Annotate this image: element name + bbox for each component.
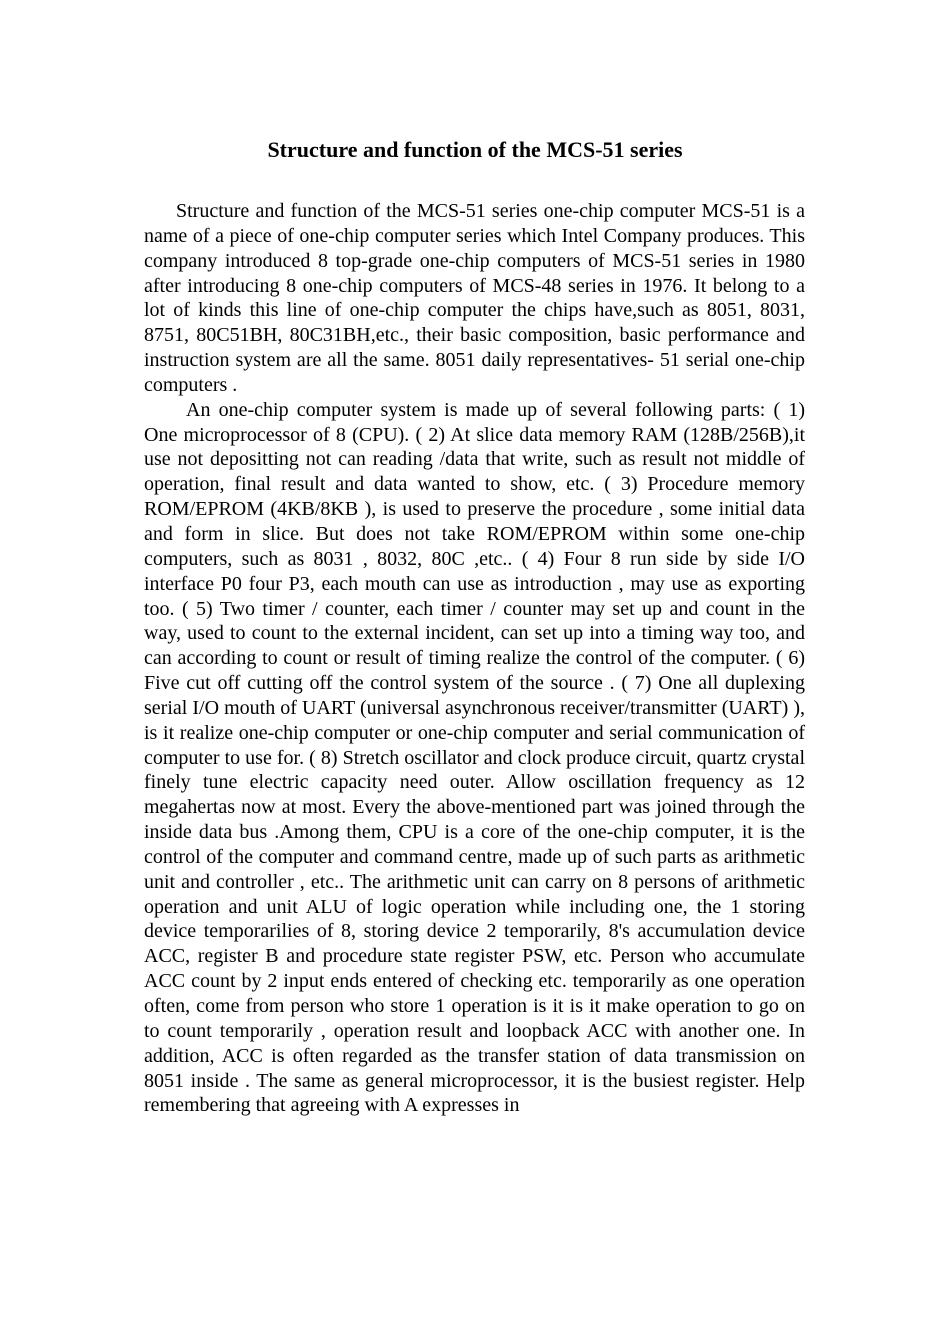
- paragraph-system-parts: An one-chip computer system is made up of several following parts: ( 1) One microprocessor of 8 (CPU). ( 2) At slice data memory RAM (128B/256B),it use not depositting not can reading /data that write, such as result not middle of operation, final result and data wanted to show, etc. ( 3) Procedure memory ROM/EPROM (4KB/8KB ), is used to preserve the procedure , some initial data and form in slice. But does not take ROM/EPROM within some one-chip computers, such as 8031 , 8032, 80C ,etc.. ( 4) Four 8 run side by side I/O interface P0 four P3, each mouth can use as introduction , may use as exporting too. ( 5) Two timer / counter, each timer / counter may set up and count in the way, used to count to the external incident, can set up into a timing way too, and can according to count or result of timing realize the control of the computer. ( 6) Five cut off cutting off the control system of the source . ( 7) One all duplexing serial I/O mouth of UART (universal asynchronous receiver/transmitter (UART) ), is it realize one-chip computer or one-chip computer and serial communication of computer to use for. ( 8) Stretch oscillator and clock produce circuit, quartz crystal finely tune electric capacity need outer. Allow oscillation frequency as 12 megahertas now at most. Every the above-mentioned part was joined through the inside data bus .Among them, CPU is a core of the one-chip computer, it is the control of the computer and command centre, made up of such parts as arithmetic unit and controller , etc.. The arithmetic unit can carry on 8 persons of arithmetic operation and unit ALU of logic operation while including one, the 1 storing device temporarilies of 8, storing device 2 temporarily, 8's accumulation device ACC, register B and procedure state register PSW, etc. Person who accumulate ACC count by 2 input ends entered of checking etc. temporarily as one operation often, come from person who store 1 operation is it is it make operation to go on to count temporarily , operation result and loopback ACC with another one. In addition, ACC is often regarded as the transfer station of data transmission on 8051 inside . The same as general microprocessor, it is the busiest register. Help remembering that agreeing with A expresses in: [144, 398, 805, 1117]
- document-title: Structure and function of the MCS-51 series: [267, 137, 683, 162]
- document-body: [144, 199, 805, 1118]
- paragraph-mcs51-overview: Structure and function of the MCS-51 series one-chip computer MCS-51 is a name of a piece of one-chip computer series which Intel Company produces. This company introduced 8 top-grade one-chip computers of MCS-51 series in 1980 after introducing 8 one-chip computers of MCS-48 series in 1976. It belong to a lot of kinds this line of one-chip computer the chips have,such as 8051, 8031, 8751, 80C51BH, 80C31BH,etc., their basic composition, basic performance and instruction system are all the same. 8051 daily representatives- 51 serial one-chip computers .: [144, 200, 805, 396]
